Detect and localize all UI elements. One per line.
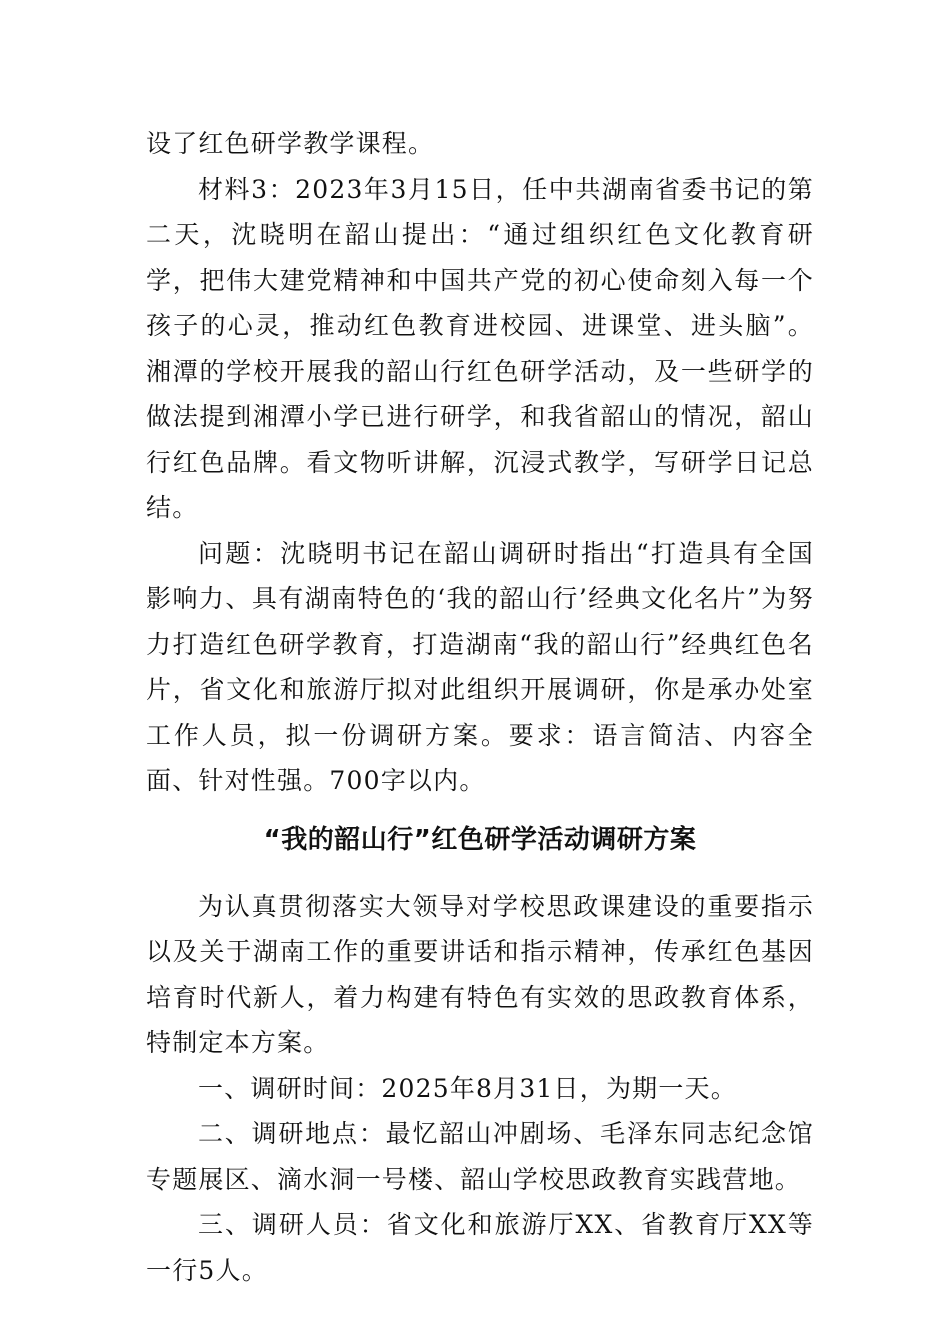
- paragraph-personnel: 三、调研人员：省文化和旅游厅XX、省教育厅XX等一行5人。: [146, 1210, 814, 1285]
- paragraph-location: 二、调研地点：最忆韶山冲剧场、毛泽东同志纪念馆专题展区、滴水洞一号楼、韶山学校思政教育实践营地。: [146, 1119, 814, 1194]
- paragraph: 设了红色研学教学课程。: [146, 129, 435, 158]
- document-page: [146, 121, 814, 1293]
- paragraph-time: 一、调研时间：2025年8月31日，为期一天。: [198, 1073, 737, 1103]
- paragraph-intro: 为认真贯彻落实大领导对学校思政课建设的重要指示以及关于湖南工作的重要讲话和指示精神，传承红色基因培育时代新人，着力构建有特色有实效的思政教育体系，特制定本方案。: [146, 891, 814, 1057]
- paragraph-question: 问题：沈晓明书记在韶山调研时指出“打造具有全国影响力、具有湖南特色的‘我的韶山行’经典文化名片”为努力打造红色研学教育，打造湖南“我的韶山行”经典红色名片，省文化和旅游厅拟对此组织开展调研，你是承办处室工作人员，拟一份调研方案。要求：语言简洁、内容全面、针对性强。700字以内。: [146, 538, 814, 795]
- plan-title: “我的韶山行”红色研学活动调研方案: [263, 824, 697, 855]
- paragraph-material-3: 材料3：2023年3月15日，任中共湖南省委书记的第二天，沈晓明在韶山提出：“通过组织红色文化教育研学，把伟大建党精神和中国共产党的初心使命刻入每一个孩子的心灵，推动红色教育进校园、进课堂、进头脑”。湘潭的学校开展我的韶山行红色研学活动，及一些研学的做法提到湘潭小学已进行研学，和我省韶山的情况，韶山行红色品牌。看文物听讲解，沉浸式教学，写研学日记总结。: [146, 174, 814, 522]
